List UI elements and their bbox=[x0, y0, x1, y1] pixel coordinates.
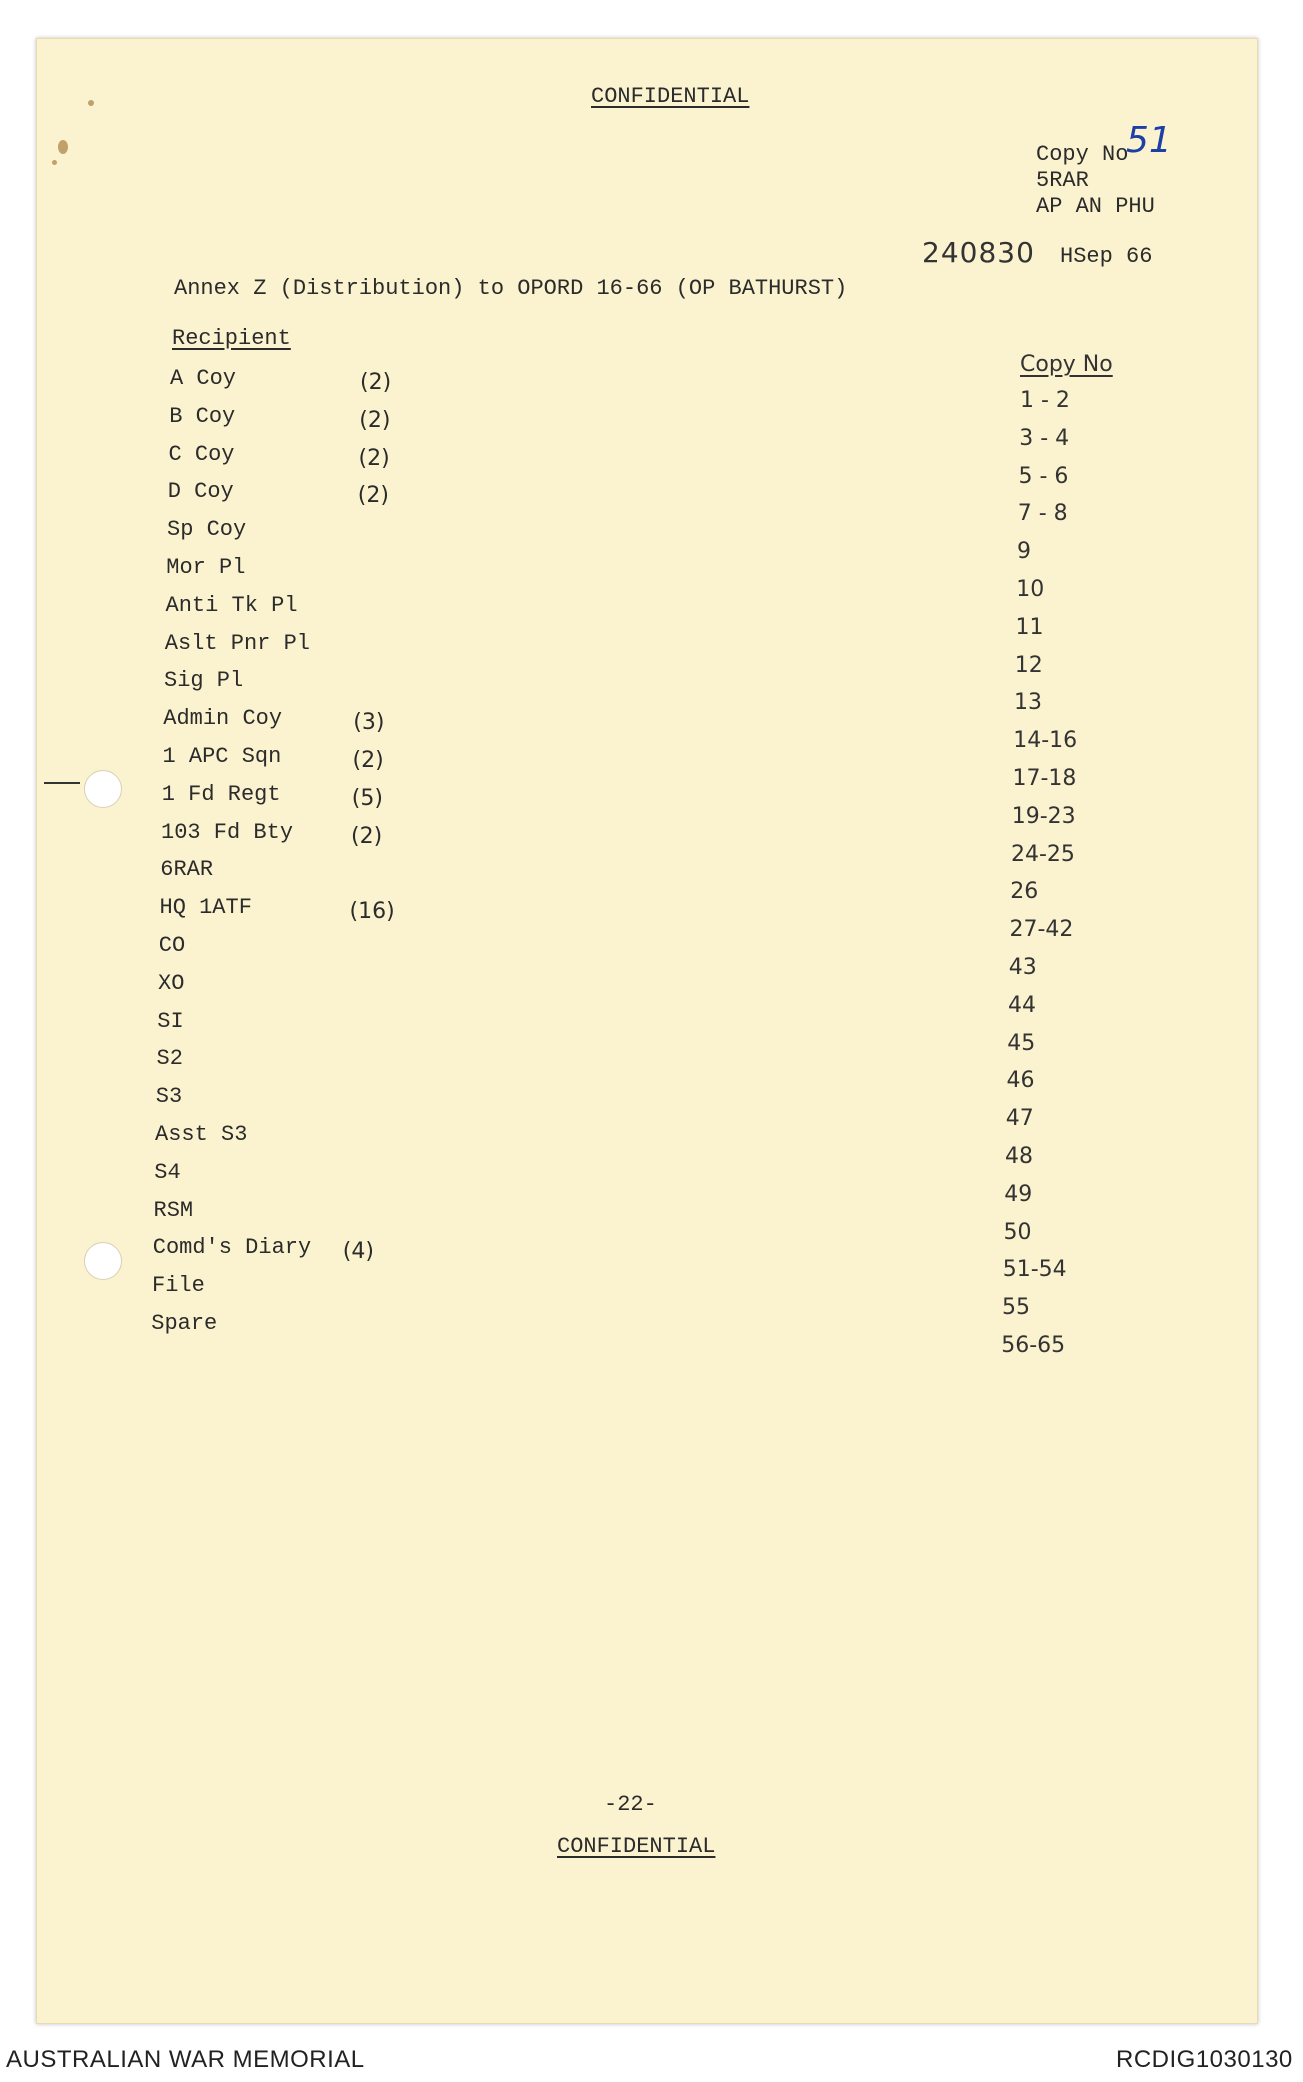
footer-right: RCDIG1030130 bbox=[1116, 2046, 1293, 2073]
copy-label: Copy No bbox=[1036, 142, 1129, 167]
rust-stain bbox=[52, 160, 57, 165]
copy-number: 13 bbox=[1014, 690, 1042, 716]
recipient-name: File bbox=[152, 1273, 205, 1299]
rust-stain bbox=[58, 140, 68, 154]
location: AP AN PHU bbox=[1036, 194, 1155, 219]
recipient-qty: (2) bbox=[358, 445, 390, 471]
recipient-name: S2 bbox=[156, 1046, 183, 1072]
copy-number: 12 bbox=[1014, 652, 1043, 678]
copy-number: 51-54 bbox=[1002, 1257, 1067, 1283]
recipient-qty: (2) bbox=[359, 407, 391, 433]
recipient-name: Sp Coy bbox=[167, 517, 247, 543]
dtg-handwritten: 240830 bbox=[922, 236, 1035, 269]
copy-number: 17-18 bbox=[1012, 766, 1077, 791]
recipient-name: Asst S3 bbox=[155, 1122, 248, 1147]
copy-number: 44 bbox=[1008, 992, 1036, 1018]
recipient-name: S4 bbox=[154, 1159, 181, 1185]
copy-number: 26 bbox=[1010, 879, 1039, 905]
classification-top: CONFIDENTIAL bbox=[591, 84, 750, 109]
recipient-name: RSM bbox=[153, 1197, 194, 1223]
rust-stain bbox=[88, 100, 94, 106]
copy-no-header: Copy No bbox=[1020, 352, 1113, 377]
recipient-qty: (16) bbox=[349, 899, 395, 925]
recipient-name: SI bbox=[157, 1008, 184, 1034]
recipient-name: Aslt Pnr Pl bbox=[164, 630, 310, 656]
copy-number: 9 bbox=[1017, 539, 1031, 565]
copy-number: 43 bbox=[1008, 955, 1037, 980]
unit: 5RAR bbox=[1036, 168, 1089, 193]
recipient-header: Recipient bbox=[172, 326, 291, 351]
copy-number: 49 bbox=[1004, 1181, 1033, 1207]
recipient-name: A Coy bbox=[170, 366, 237, 391]
copy-number: 46 bbox=[1006, 1068, 1035, 1094]
recipient-name: 103 Fd Bty bbox=[161, 819, 294, 845]
recipient-name: S3 bbox=[155, 1084, 183, 1110]
recipient-name: D Coy bbox=[167, 479, 234, 505]
annex-title: Annex Z (Distribution) to OPORD 16-66 (OP BATHURST) bbox=[174, 276, 848, 301]
recipient-name: B Coy bbox=[169, 403, 236, 429]
recipient-name: Spare bbox=[151, 1311, 218, 1336]
recipient-qty: (5) bbox=[351, 785, 383, 811]
recipient-name: XO bbox=[158, 970, 185, 996]
recipient-name: HQ 1ATF bbox=[159, 895, 252, 921]
copy-number: 56-65 bbox=[1001, 1333, 1066, 1358]
recipient-name: 1 APC Sqn bbox=[162, 744, 282, 769]
recipient-qty: (4) bbox=[342, 1239, 374, 1265]
punch-hole bbox=[84, 1242, 122, 1280]
recipient-qty: (2) bbox=[357, 483, 389, 509]
recipient-name: C Coy bbox=[168, 441, 235, 467]
copy-number: 24-25 bbox=[1011, 841, 1075, 867]
date-typed: HSep 66 bbox=[1060, 244, 1153, 269]
recipient-qty: (2) bbox=[351, 823, 383, 849]
recipient-name: Admin Coy bbox=[163, 706, 283, 732]
margin-mark bbox=[44, 782, 80, 784]
copy-number: 48 bbox=[1005, 1144, 1033, 1169]
copy-number: 47 bbox=[1005, 1106, 1034, 1132]
copy-number: 3 - 4 bbox=[1019, 425, 1070, 451]
classification-bottom: CONFIDENTIAL bbox=[557, 1834, 716, 1859]
recipient-name: Mor Pl bbox=[166, 555, 246, 580]
punch-hole bbox=[84, 770, 122, 808]
copy-number: 50 bbox=[1003, 1219, 1032, 1245]
recipient-name: 1 Fd Regt bbox=[161, 781, 281, 807]
page-number: -22- bbox=[604, 1792, 657, 1817]
recipient-qty: (3) bbox=[353, 710, 385, 736]
copy-number: 45 bbox=[1007, 1030, 1036, 1056]
copy-number: 14-16 bbox=[1013, 728, 1078, 754]
copy-number: 19-23 bbox=[1011, 803, 1076, 829]
copy-number: 27-42 bbox=[1009, 917, 1074, 943]
copy-number: 55 bbox=[1002, 1295, 1030, 1321]
copy-number: 7 - 8 bbox=[1017, 501, 1068, 527]
copy-number: 5 - 6 bbox=[1018, 463, 1069, 489]
copy-number-handwritten: 51 bbox=[1126, 120, 1172, 161]
recipient-name: Sig Pl bbox=[164, 668, 244, 694]
copy-number: 10 bbox=[1016, 577, 1045, 602]
recipient-qty: (2) bbox=[352, 748, 384, 773]
copy-number: 1 - 2 bbox=[1020, 388, 1070, 413]
recipient-qty: (2) bbox=[360, 370, 392, 395]
recipient-name: Anti Tk Pl bbox=[165, 592, 298, 618]
copy-number: 11 bbox=[1015, 614, 1044, 640]
recipient-name: 6RAR bbox=[160, 857, 214, 883]
recipient-name: CO bbox=[158, 933, 186, 958]
footer-left: AUSTRALIAN WAR MEMORIAL bbox=[6, 2046, 365, 2073]
recipient-name: Comd's Diary bbox=[152, 1235, 312, 1261]
